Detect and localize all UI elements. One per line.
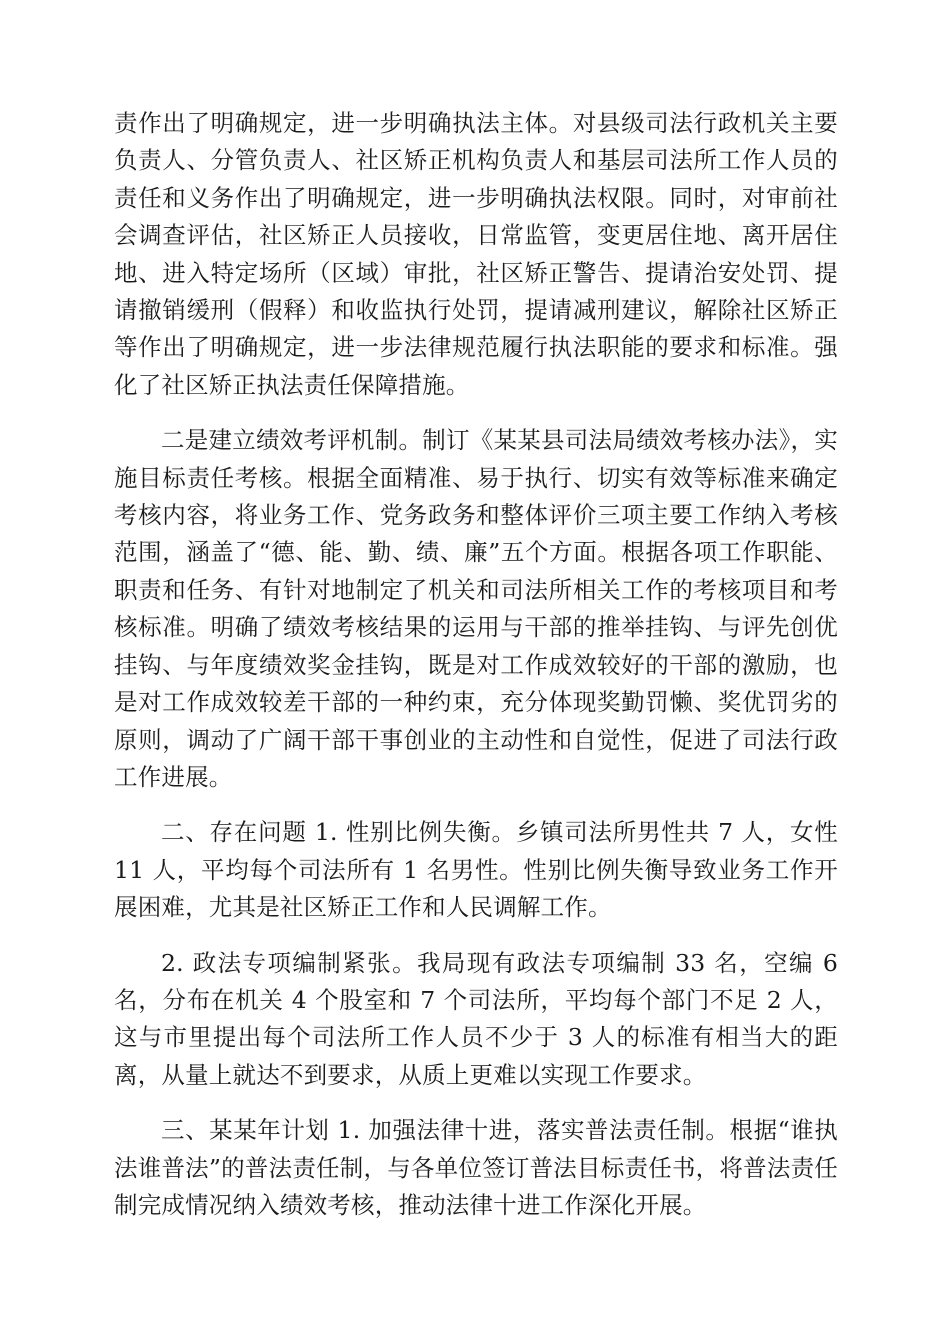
paragraph-staffing-shortage: 2. 政法专项编制紧张。我局现有政法专项编制 33 名，空编 6 名，分布在机关 4 个股室和 7 个司法所，平均每个部门不足 2 人，这与市里提出每个司法所工作人员不少于 3 人的标准有相当大的距离，从量上就达不到要求，从质上更难以实现工作要求。 [114, 948, 838, 1089]
document-body [114, 105, 838, 1224]
paragraph-annual-plan: 三、某某年计划 1. 加强法律十进，落实普法责任制。根据“谁执法谁普法”的普法责任制，与各单位签订普法目标责任书，将普法责任制完成情况纳入绩效考核，推动法律十进工作深化开展。 [114, 1116, 838, 1219]
paragraph-performance-evaluation: 二是建立绩效考评机制。制订《某某县司法局绩效考核办法》，实施目标责任考核。根据全面精准、易于执行、切实有效等标准来确定考核内容，将业务工作、党务政务和整体评价三项主要工作纳入考核范围，涵盖了“德、能、勤、绩、廉”五个方面。根据各项工作职能、职责和任务、有针对地制定了机关和司法所相关工作的考核项目和考核标准。明确了绩效考核结果的运用与干部的推举挂钩、与评先创优挂钩、与年度绩效奖金挂钩，既是对工作成效较好的干部的激励，也是对工作成效较差干部的一种约束，充分体现奖勤罚懒、奖优罚劣的原则，调动了广阔干部干事创业的主动性和自觉性，促进了司法行政工作进展。 [114, 426, 838, 791]
paragraph-existing-problems: 二、存在问题 1. 性别比例失衡。乡镇司法所男性共 7 人，女性 11 人，平均每个司法所有 1 名男性。性别比例失衡导致业务工作开展困难，尤其是社区矫正工作和人民调解工作。 [114, 818, 838, 922]
paragraph-continuation: 责作出了明确规定，进一步明确执法主体。对县级司法行政机关主要负责人、分管负责人、社区矫正机构负责人和基层司法所工作人员的责任和义务作出了明确规定，进一步明确执法权限。同时，对审前社会调查评估，社区矫正人员接收，日常监管，变更居住地、离开居住地、进入特定场所（区域）审批，社区矫正警告、提请治安处罚、提请撤销缓刑（假释）和收监执行处罚，提请减刑建议，解除社区矫正等作出了明确规定，进一步法律规范履行执法职能的要求和标准。强化了社区矫正执法责任保障措施。 [114, 109, 838, 399]
